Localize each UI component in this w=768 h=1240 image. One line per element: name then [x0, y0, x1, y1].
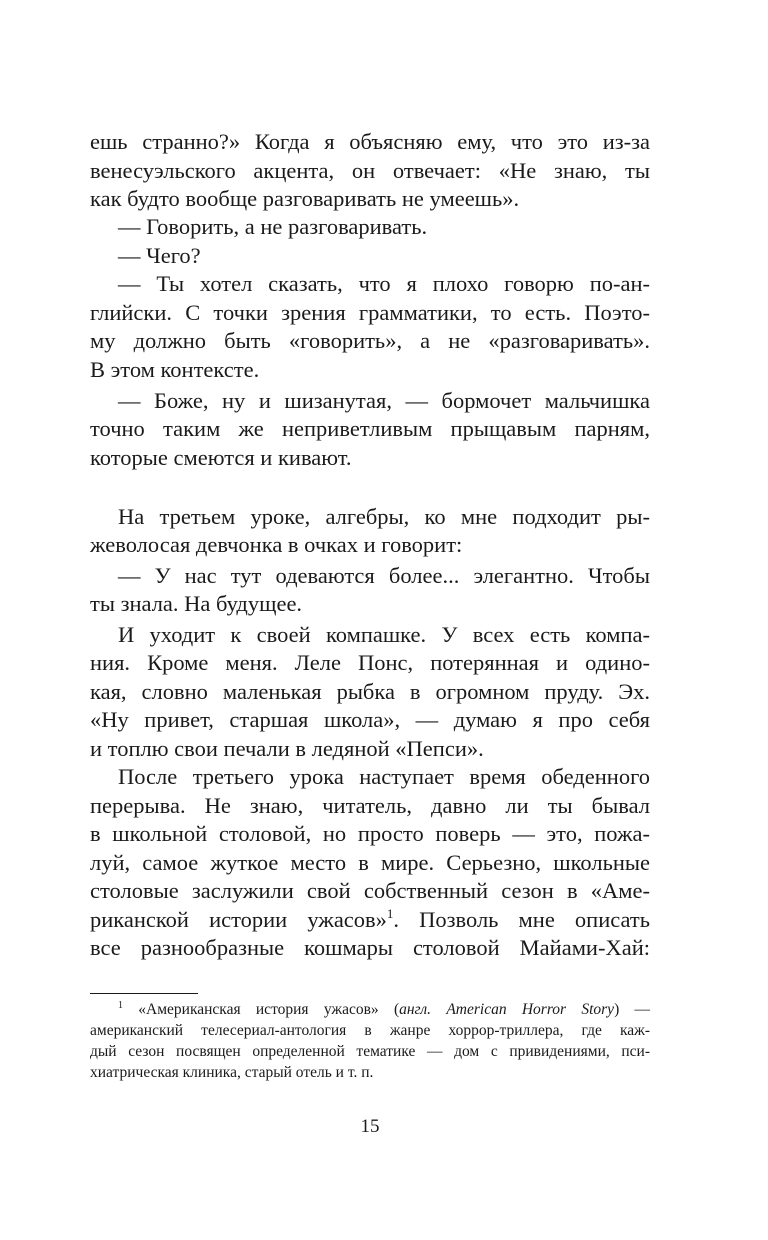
- text-line: — Боже, ну и шизанутая, — бормочет мальчишка: [118, 388, 650, 413]
- footnote-line: дый сезон посвящен определенной тематике — дом с привидениями, пси-: [90, 1043, 650, 1060]
- text-line: венесуэльского акцента, он отвечает: «Не знаю, ты: [90, 158, 650, 183]
- footnote-text: «Американская история ужасов» (: [138, 1001, 400, 1018]
- footnote-line: [118, 999, 650, 1020]
- text-line: жеволосая девчонка в очках и говорит:: [90, 532, 463, 557]
- text-segment: . Позволь мне описать: [393, 907, 650, 932]
- text-line: и топлю свои печали в ледяной «Пепси».: [90, 736, 484, 761]
- text-line: — Говорить, а не разговаривать.: [118, 214, 428, 239]
- text-line: му должно быть «говорить», а не «разговаривать».: [90, 328, 650, 353]
- text-line: которые смеются и кивают.: [90, 445, 352, 470]
- footnote-line: американский телесериал-антология в жанре хоррор-триллера, где каж-: [90, 1022, 650, 1039]
- text-line: В этом контексте.: [90, 357, 260, 382]
- text-line: — У нас тут одеваются более... элегантно. Чтобы: [118, 563, 650, 588]
- text-line: — Ты хотел сказать, что я плохо говорю по-ан-: [118, 271, 650, 296]
- text-line: ешь странно?» Когда я объясняю ему, что это из-за: [90, 129, 650, 154]
- text-line: ты знала. На будущее.: [90, 591, 303, 616]
- footnote-marker: 1: [118, 1000, 123, 1011]
- text-segment: риканской истории ужасов»: [90, 907, 387, 932]
- text-line: луй, самое жуткое место в мире. Серьезно, школьные: [90, 850, 650, 875]
- text-line: точно таким же неприветливым прыщавым парням,: [90, 416, 650, 441]
- text-line: «Ну привет, старшая школа», — думаю я про себя: [90, 707, 650, 732]
- text-line: столовые заслужили свой собственный сезон в «Аме-: [90, 878, 650, 903]
- text-line: глийски. С точки зрения грамматики, то есть. Поэто-: [90, 300, 650, 325]
- footnote-ref: 1: [386, 906, 394, 921]
- text-line: После третьего урока наступает время обеденного: [118, 764, 650, 789]
- text-line: И уходит к своей компашке. У всех есть компа-: [118, 622, 650, 647]
- text-line: На третьем уроке, алгебры, ко мне подходит ры-: [118, 504, 650, 529]
- text-line: перерыва. Не знаю, читатель, давно ли ты бывал: [90, 793, 650, 818]
- text-line: ния. Кроме меня. Леле Понс, потерянная и одино-: [90, 650, 650, 675]
- text-line: кая, словно маленькая рыбка в огромном пруду. Эх.: [90, 679, 650, 704]
- footnote-text: ) —: [614, 1001, 650, 1018]
- footnote-line: хиатрическая клиника, старый отель и т. п.: [90, 1064, 374, 1081]
- text-line: [90, 906, 650, 934]
- footnote-abbr: англ.: [399, 1001, 432, 1018]
- text-line: все разнообразные кошмары столовой Майами-Хай:: [90, 935, 650, 960]
- text-line: как будто вообще разговаривать не умеешь».: [90, 186, 520, 211]
- page-number: 15: [360, 1116, 380, 1137]
- text-line: в школьной столовой, но просто поверь — это, пожа-: [90, 821, 650, 846]
- footnote-title: American Horror Story: [446, 1001, 615, 1018]
- footnote-divider: [90, 993, 198, 994]
- text-line: — Чего?: [118, 243, 201, 268]
